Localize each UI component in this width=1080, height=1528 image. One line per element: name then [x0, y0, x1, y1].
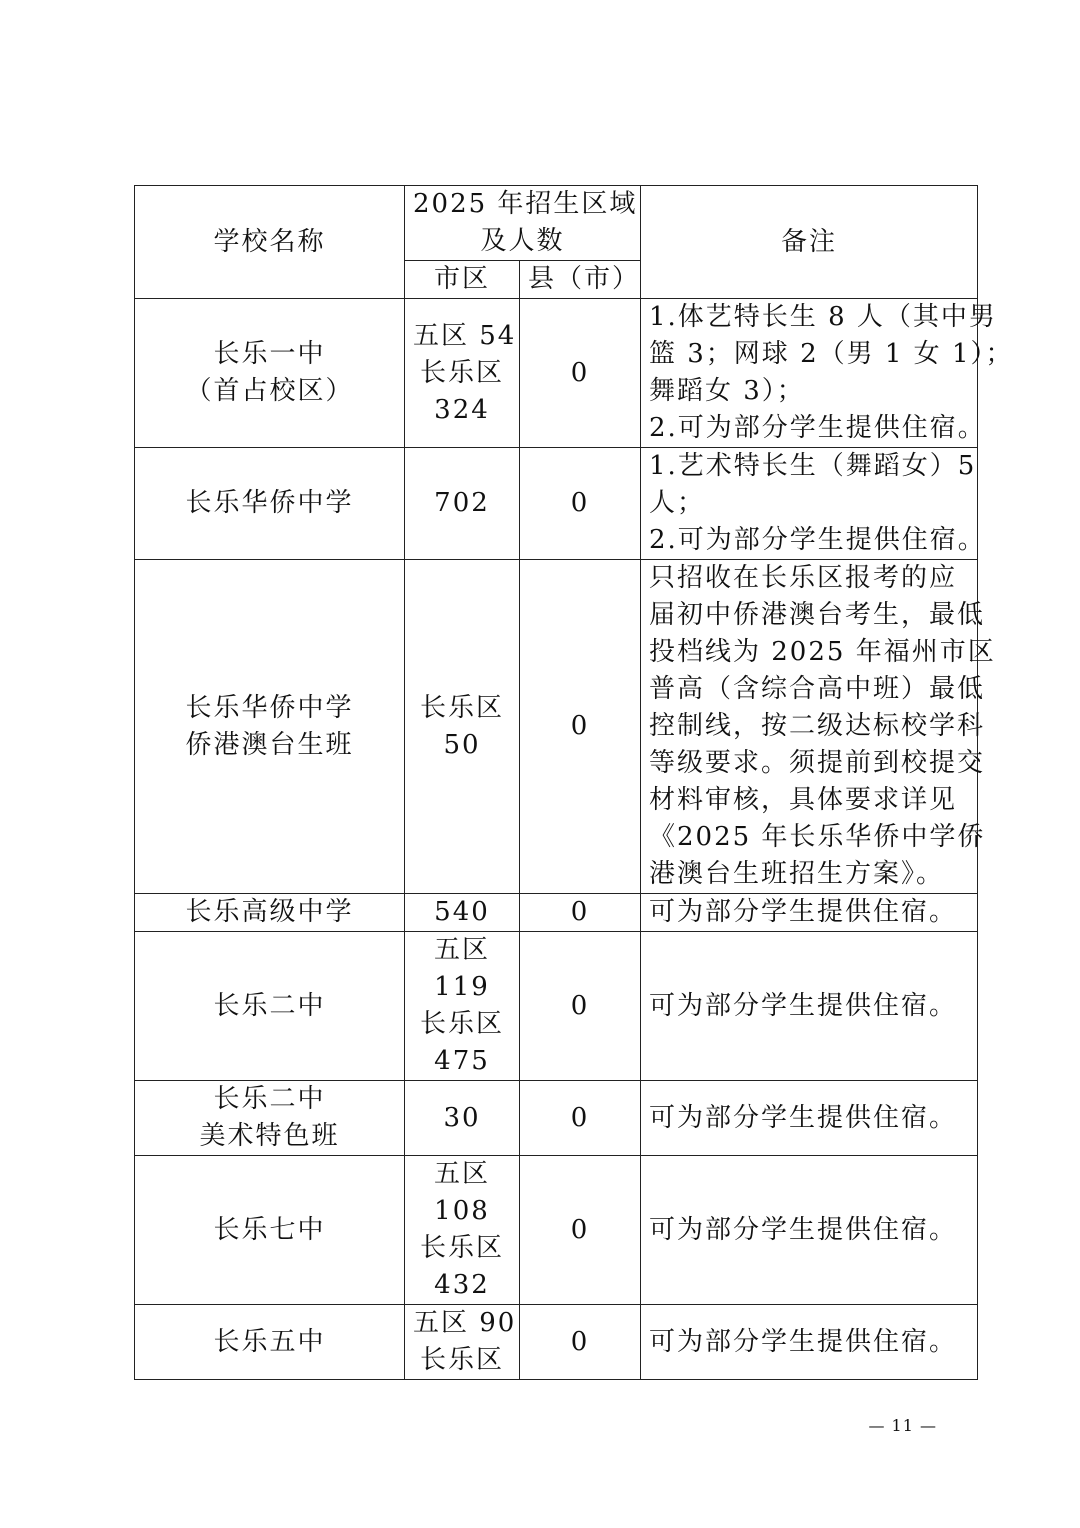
admission-table [134, 185, 1014, 1380]
school-cell: 长乐七中 [135, 1156, 405, 1305]
county-quota-cell: 0 [520, 1081, 641, 1156]
table-row [135, 1081, 978, 1156]
school-cell: 长乐二中 [135, 932, 405, 1081]
county-quota-cell: 0 [520, 448, 641, 560]
county-quota-cell: 0 [520, 299, 641, 448]
note-cell: 可为部分学生提供住宿。 [641, 1081, 978, 1156]
note-cell: 1.体艺特长生 8 人（其中男 篮 3；网球 2（男 1 女 1）； 舞蹈女 3）； 2.可为部分学生提供住宿。 [641, 299, 978, 448]
school-cell: 长乐一中 （首占校区） [135, 299, 405, 448]
note-cell: 1.艺术特长生（舞蹈女）5 人； 2.可为部分学生提供住宿。 [641, 448, 978, 560]
header-city: 市区 [405, 261, 520, 299]
school-cell: 长乐高级中学 [135, 894, 405, 932]
note-cell: 可为部分学生提供住宿。 [641, 932, 978, 1081]
page-number: — 11 — [868, 1416, 937, 1435]
county-quota-cell: 0 [520, 932, 641, 1081]
county-quota-cell: 0 [520, 1305, 641, 1380]
note-cell: 可为部分学生提供住宿。 [641, 894, 978, 932]
note-cell: 可为部分学生提供住宿。 [641, 1305, 978, 1380]
header-note: 备注 [641, 186, 978, 299]
header-school: 学校名称 [135, 186, 405, 299]
city-quota-cell: 702 [405, 448, 520, 560]
table-row [135, 894, 978, 932]
header-region: 2025 年招生区域 及人数 [405, 186, 641, 261]
table-row [135, 299, 978, 448]
school-cell: 长乐华侨中学 侨港澳台生班 [135, 560, 405, 894]
city-quota-cell: 五区 119 长乐区 475 [405, 932, 520, 1081]
note-cell: 只招收在长乐区报考的应 届初中侨港澳台考生，最低 投档线为 2025 年福州市区 普高（含综合高中班）最低 控制线，按二级达标校学科 等级要求。须提前到校提交 材料审核，具体要求详见 《2025 年长乐华侨中学侨 港澳台生班招生方案》。 [641, 560, 978, 894]
city-quota-cell: 五区 108 长乐区 432 [405, 1156, 520, 1305]
table-row [135, 1156, 978, 1305]
header-county: 县（市） [520, 261, 641, 299]
county-quota-cell: 0 [520, 894, 641, 932]
table-row [135, 1305, 978, 1380]
table-row [135, 560, 978, 894]
city-quota-cell: 540 [405, 894, 520, 932]
table-row [135, 448, 978, 560]
county-quota-cell: 0 [520, 1156, 641, 1305]
header-row [135, 186, 978, 261]
note-cell: 可为部分学生提供住宿。 [641, 1156, 978, 1305]
city-quota-cell: 30 [405, 1081, 520, 1156]
city-quota-cell: 五区 90 长乐区 [405, 1305, 520, 1380]
county-quota-cell: 0 [520, 560, 641, 894]
table-row [135, 932, 978, 1081]
school-cell: 长乐华侨中学 [135, 448, 405, 560]
school-cell: 长乐二中 美术特色班 [135, 1081, 405, 1156]
city-quota-cell: 五区 54 长乐区 324 [405, 299, 520, 448]
city-quota-cell: 长乐区 50 [405, 560, 520, 894]
school-cell: 长乐五中 [135, 1305, 405, 1380]
